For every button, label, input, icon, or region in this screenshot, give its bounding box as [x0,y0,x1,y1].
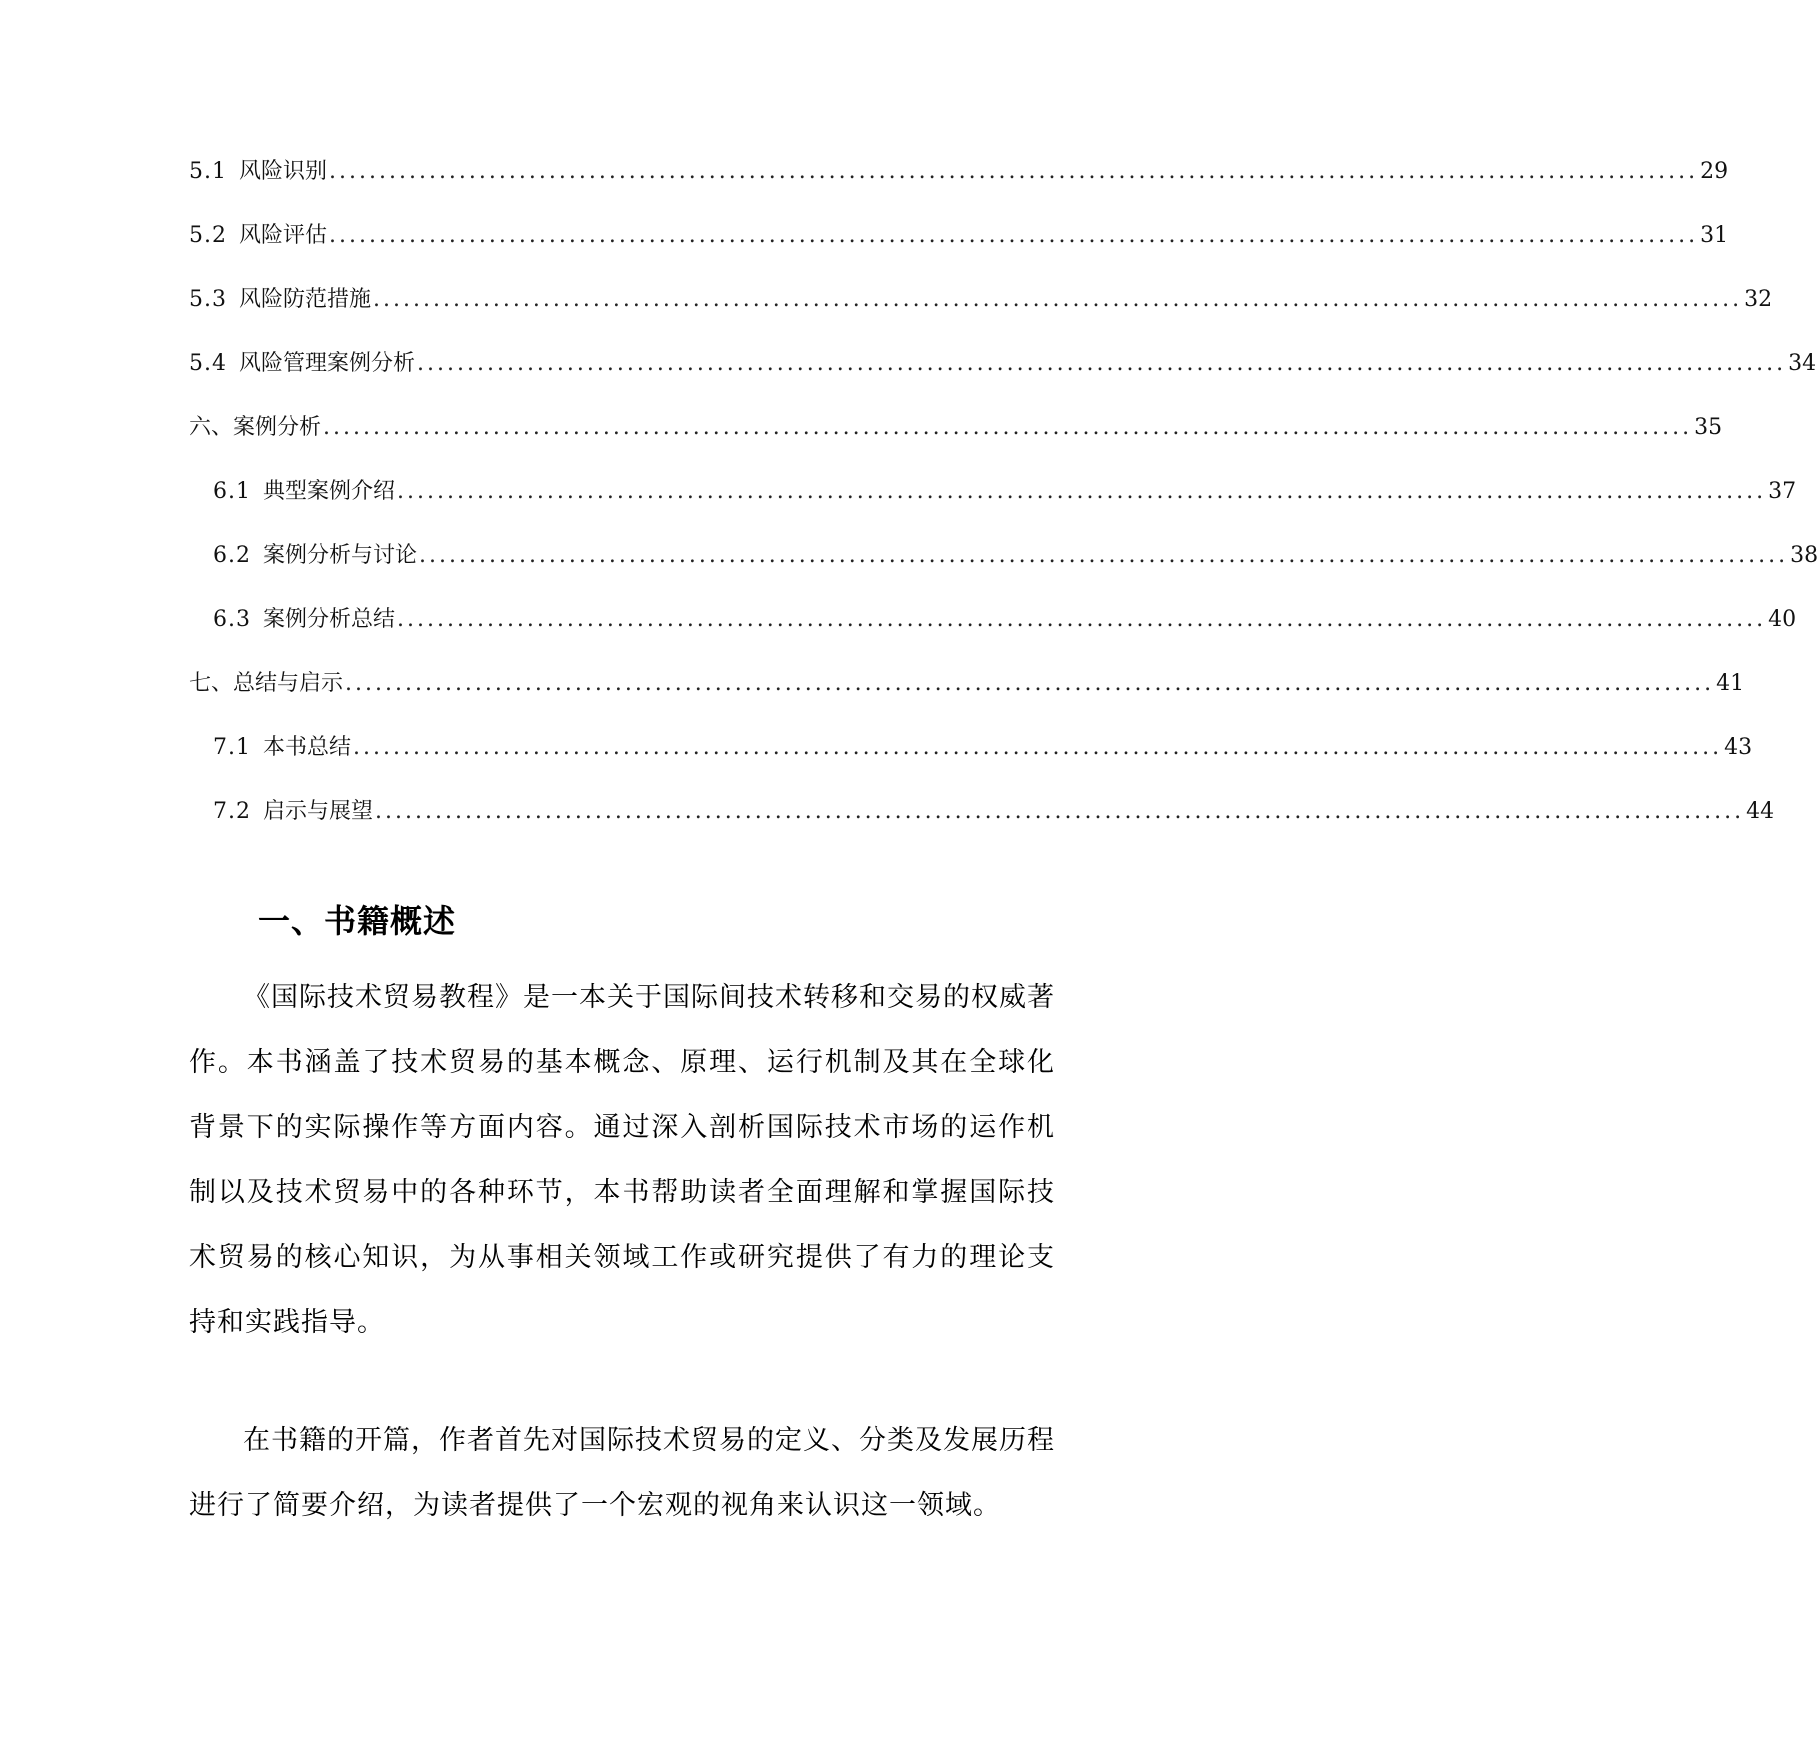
toc-entry-page: 38 [1790,543,1818,568]
toc-leader-dots: ......................................................................................................................................... [373,287,1743,312]
toc-leader-dots: ......................................................................................................................................... [397,607,1767,632]
toc-entry-title: 典型案例介绍 [263,479,396,504]
toc-entry-title: 风险防范措施 [239,287,372,312]
toc-entry-page: 34 [1788,351,1817,376]
toc-entry-number: 7.1 [213,735,251,760]
toc-entry[interactable] [213,602,1797,633]
toc-entry-page: 40 [1768,607,1797,632]
toc-entry-number: 5.1 [189,159,227,184]
toc-entry-page: 29 [1700,159,1729,184]
toc-entry-title: 七、总结与启示 [189,671,344,696]
toc-entry-title: 启示与展望 [263,799,374,824]
toc-chapter-entry[interactable] [189,666,1745,697]
toc-entry-number: 6.3 [213,607,251,632]
toc-leader-dots: ......................................................................................................................................... [397,479,1767,504]
toc-entry[interactable] [189,218,1729,249]
toc-leader-dots: ......................................................................................................................................... [329,223,1699,248]
toc-entry-page: 37 [1768,479,1797,504]
toc-entry[interactable] [213,794,1775,825]
toc-entry-page: 31 [1700,223,1729,248]
toc-entry-number: 5.3 [189,287,227,312]
toc-entry-number: 5.2 [189,223,227,248]
toc-entry-number: 6.1 [213,479,251,504]
toc-leader-dots: ......................................................................................................................................... [323,415,1693,440]
toc-leader-dots: ......................................................................................................................................... [375,799,1745,824]
toc-entry-page: 32 [1744,287,1773,312]
toc-entry[interactable] [213,730,1753,761]
toc-entry-title: 案例分析总结 [263,607,396,632]
body-paragraph: 《国际技术贸易教程》是一本关于国际间技术转移和交易的权威著作。本书涵盖了技术贸易的基本概念、原理、运行机制及其在全球化背景下的实际操作等方面内容。通过深入剖析国际技术市场的运作机制以及技术贸易中的各种环节，本书帮助读者全面理解和掌握国际技术贸易的核心知识，为从事相关领域工作或研究提供了有力的理论支持和实践指导。 [189,982,1055,1338]
toc-entry-title: 风险管理案例分析 [239,351,416,376]
toc-entry-title: 风险评估 [239,223,328,248]
toc-chapter-entry[interactable] [189,410,1723,441]
toc-entry[interactable] [189,282,1773,313]
toc-entry-number: 6.2 [213,543,251,568]
toc-entry-title: 本书总结 [263,735,352,760]
toc-entry[interactable] [213,474,1797,505]
toc-entry-page: 44 [1746,799,1775,824]
toc-leader-dots: ......................................................................................................................................... [353,735,1723,760]
toc-leader-dots: ......................................................................................................................................... [419,543,1789,568]
toc-entry-title: 案例分析与讨论 [263,543,418,568]
toc-leader-dots: ......................................................................................................................................... [417,351,1787,376]
toc-entry-title: 风险识别 [239,159,328,184]
toc-leader-dots: ......................................................................................................................................... [329,159,1699,184]
toc-entry[interactable] [213,538,1818,569]
section-heading: 一、书籍概述 [258,902,457,940]
toc-entry-number: 7.2 [213,799,251,824]
toc-entry-number: 5.4 [189,351,227,376]
toc-entry-title: 六、案例分析 [189,415,322,440]
toc-entry-page: 43 [1724,735,1753,760]
toc-entry-page: 35 [1694,415,1723,440]
body-paragraph: 在书籍的开篇，作者首先对国际技术贸易的定义、分类及发展历程进行了简要介绍，为读者提供了一个宏观的视角来认识这一领域。 [189,1425,1055,1521]
toc-entry-page: 41 [1716,671,1745,696]
toc-entry[interactable] [189,346,1817,377]
toc-entry[interactable] [189,154,1729,185]
toc-leader-dots: ......................................................................................................................................... [345,671,1715,696]
